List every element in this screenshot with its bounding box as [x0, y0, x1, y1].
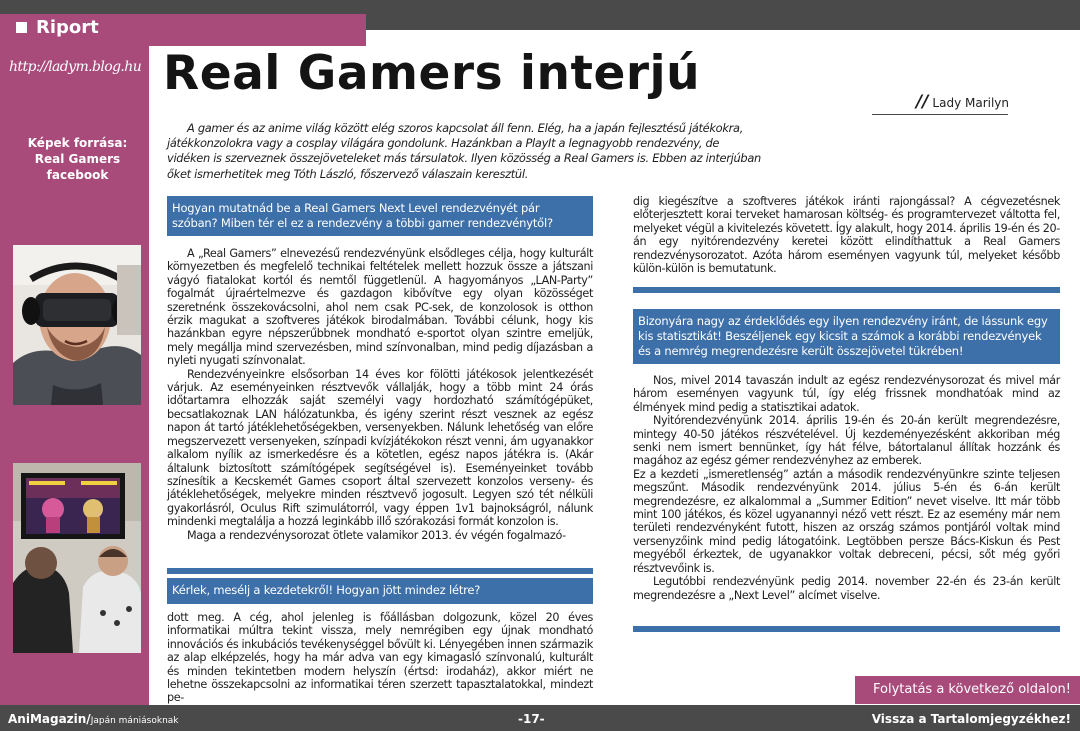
byline	[916, 92, 1009, 112]
article-title: Real Gamers interjú	[163, 46, 701, 101]
paragraph: Nyitórendezvényünk 2014. április 19-én és 20-án került megrendezésre, mintegy 40-50 játékos részvételével. Új kezdeményezésként akkoriban még senki nem ismert bennünket, így hát félve, bátortalanul állítak hozzánk és magához az egész gémer rendezvényhez az emberek.	[633, 414, 1060, 468]
magazine-name	[8, 712, 179, 726]
author-name: Lady Marilyn	[932, 96, 1010, 110]
gaming-event-photo	[13, 463, 141, 653]
paragraph: Maga a rendezvénysorozat ötlete valamikor 2013. év végén fogalmazó-	[187, 528, 566, 542]
credits-heading: Képek forrása:	[27, 136, 128, 150]
column-1-continued-text	[167, 611, 593, 705]
paragraph: Rendezvényeinkre elsősorban 14 éves kor fölötti játékosok jelentkezését várjuk. Az eseményeinken résztvevők vállalják, hogy a több mint 24 órás időtartamra elhozzák saját személyi vagy hordozható számítógépüket, becsatlakoznak LAN hálózatunkba, és igény szerint részt vesznek az egész napon át tartó játéklehetőségekben, versenyekben. Nálunk lehetőség van előre megszervezett versenyeken, színpadi kvízjátékokon részt venni, ám ugyanakkor alkalom nyílik az ismerkedésre és a kötetlen, egész napos játékra is. (Akár általunk biztosított számítógépek segítségével is). Eseményeinket tovább színesítik a Kecskemét Games csoport által szervezett konzolos verseny- és játéklehetőségek, melyekre minden résztvevő jogosult. Legyen szó tét nélküli gyakorlásról, Oculus Rift szimulátorról, vagy éppen 1v1 bajnokságról, nálunk mindenki megtalálja a hozzá leginkább illő szórakozási formát konzolon is.	[167, 367, 593, 529]
page-number: -17-	[518, 712, 545, 726]
vr-headset-image	[13, 245, 141, 405]
magazine-title: AniMagazin/	[8, 712, 91, 726]
column-2-text	[633, 195, 1060, 275]
gaming-event-image	[13, 463, 141, 653]
paragraph: dott meg. A cég, ahol jelenleg is főállásban dolgozunk, közel 20 éves informatikai múltra tekint vissza, mely nemrégiben egy újnak mondható innovációs és inkubációs tevékenységgel bővült ki. Lényegében innen származik az alap elképzelés, hogy ha már adva van egy kimagasló színvonalú, kulturált és minden tekintetben modern helyszín (értsd: irodaház), akkor miért ne lehetne összekapcsolni az informatikai téren szerzett tapasztalatokkal, mindezt pe-	[167, 611, 593, 705]
paragraph: Nos, mivel 2014 tavaszán indult az egész rendezvénysorozat és mivel már három eseményen vagyunk túl, így elég frissnek mondhatóak mind az élmények mind pedig a statisztikai adatok.	[633, 374, 1060, 414]
question-box-3: Bizonyára nagy az érdeklődés egy ilyen rendezvény iránt, de lássunk egy kis statisztikát! Beszéljenek egy kicsit a számok a korábbi rendezvények és a nemrég megrendezésre került összejövetel tükrében!	[633, 309, 1060, 364]
vr-headset-photo	[13, 245, 141, 405]
question-box-2: Kérlek, mesélj a kezdetekről! Hogyan jött mindez létre?	[167, 578, 593, 604]
magazine-tagline: Japán mániásoknak	[90, 716, 179, 726]
blog-url[interactable]: http://ladym.blog.hu	[9, 59, 142, 75]
byline-underline	[872, 114, 1008, 115]
byline-mark: //	[916, 92, 929, 112]
paragraph: Legutóbbi rendezvényünk pedig 2014. november 22-én és 23-án került megrendezésre a „Next Level” alcímet viselve.	[633, 575, 1060, 602]
section-label	[16, 17, 99, 38]
column-2-continued-text	[633, 374, 1060, 602]
divider-bar	[167, 568, 593, 574]
continue-next-page-link[interactable]: Folytatás a következő oldalon!	[855, 676, 1080, 704]
paragraph: dig kiegészítve a szoftveres játékok iránti rajongással? A cégvezetésnek előterjesztett korai terveket hamarosan költség- és programtervezet váltotta fel, melyeket végül a kivitelezés követett. Így alakult, hogy 2014. április 19-én és 20-án egy nyitórendezvény keretei között elindíthattuk a Real Gamers rendezvénysorozatot. Azóta három eseményen vagyunk túl, melyeket később külön-külön is bemutatunk.	[633, 195, 1060, 276]
paragraph: A „Real Gamers” elnevezésű rendezvényünk elsődleges célja, hogy kulturált környezetben és megfelelő technikai feltételek mellett hozzuk össze a játszani vágyó fiatalokat kortól és nemtől függetlenül. A hagyományos „LAN-Party” fogalmát újraértelmezve és gazdagon kibővítve egy olyan közösséget szeretnénk összekovácsolni, ahol nem csak PC-sek, de konzolosok is otthon érzik magukat a szoftveres játékok birodalmában. További célunk, hogy kis hazánkban egyre népszerűbbnek mondható e-sportot olyan szintre emeljük, mely megállja mind szervezésben, mind színvonalban, mind pedig díjazásban a nyleti nyugati színvonalat.	[167, 247, 593, 368]
question-box-1: Hogyan mutatnád be a Real Gamers Next Level rendezvényét pár szóban? Miben tér el ez a rendezvény a többi gamer rendezvénytől?	[167, 196, 593, 236]
credits-source: Real Gamers facebook	[34, 152, 121, 182]
footer-bar	[0, 705, 1080, 731]
article-lead: A gamer és az anime világ között elég szoros kapcsolat áll fenn. Elég, ha a japán fejlesztésű játékokra, játékkonzolokra vagy a cosplay világára gondolunk. Hazánkban a PlayIt a legnagyobb rendezvény, de vidéken is szerveznek összejöveteleket más társulatok. Ilyen közösség a Real Gamers is. Ebben az interjúban őket ismerhetitek meg Tóth László, főszervező válaszain keresztül.	[167, 121, 761, 181]
section-label-text: Riport	[36, 17, 99, 38]
divider-bar	[633, 287, 1060, 293]
paragraph: Ez a kezdeti „ismeretlenség” aztán a második rendezvényünkre szinte teljesen megszűnt. Második rendezvényünk 2014. július 5-én és 6-án került megrendezésre, ez alkalommal a „Summer Edition” nevet viselve. Itt már több mint 100 játékos, és közel ugyanannyi néző vett részt. Ez az esemény már nem területi rendezvényként futott, hiszen az ország számos pontjáról voltak mind versenyzőink mind pedig látogatóink. Legtöbben persze Bács-Kiskun és Pest megyéből érkeztek, de ugyanakkor voltak debreceni, pécsi, sőt még győri résztvevőink is.	[633, 467, 1060, 575]
column-1-text	[167, 247, 593, 542]
table-of-contents-link[interactable]: Vissza a Tartalomjegyzékhez!	[871, 712, 1071, 726]
divider-bar	[633, 626, 1060, 632]
image-credits	[6, 135, 149, 183]
square-bullet-icon	[16, 22, 27, 33]
